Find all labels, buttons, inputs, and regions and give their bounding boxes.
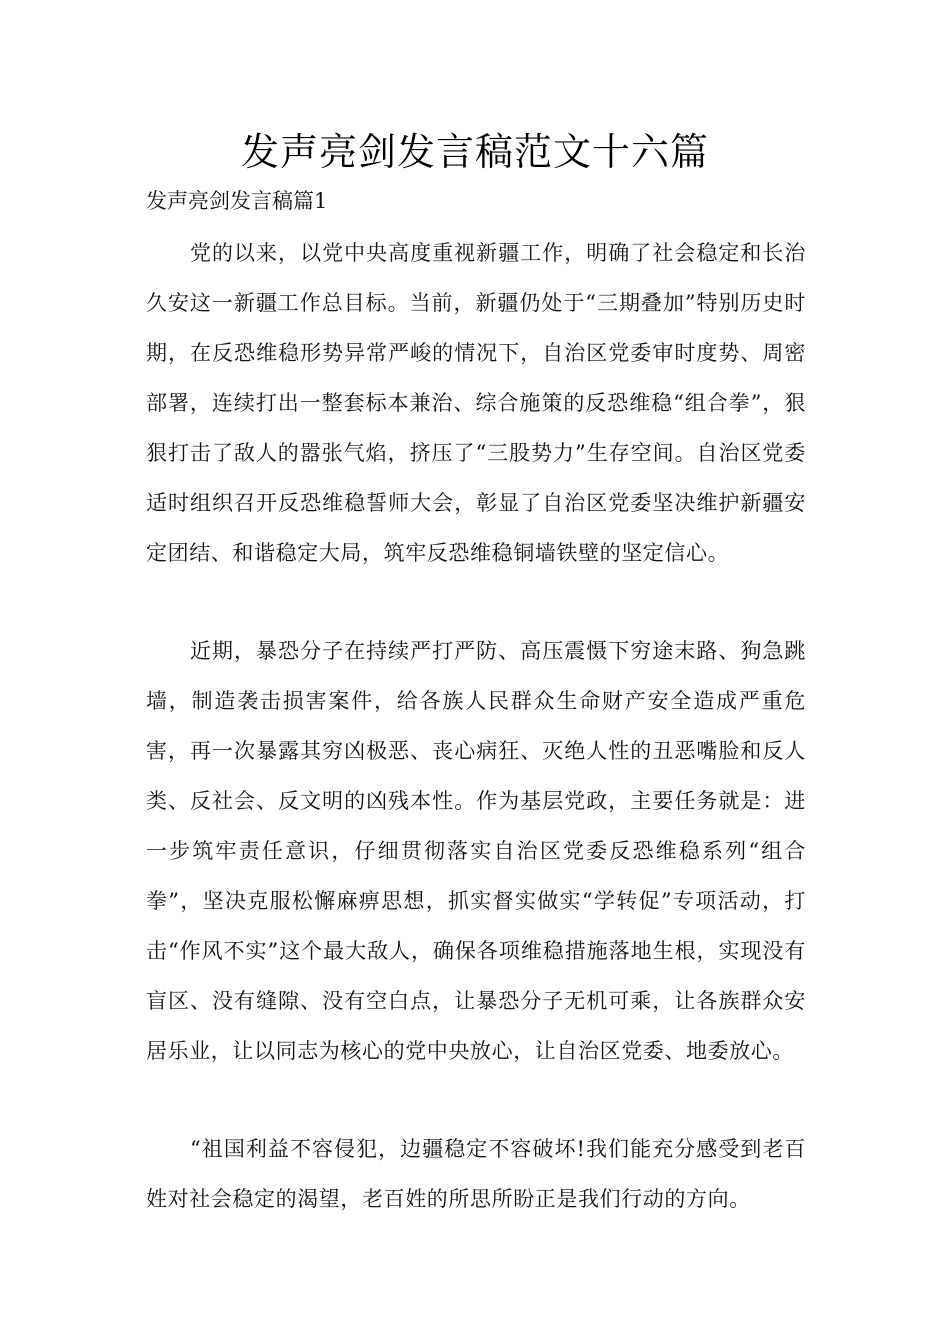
- paragraph-3: “祖国利益不容侵犯，边疆稳定不容破坏!我们能充分感受到老百姓对社会稳定的渴望，老百姓的所思所盼正是我们行动的方向。: [146, 1137, 806, 1211]
- document-title: 发声亮剑发言稿范文十六篇: [240, 130, 709, 174]
- paragraph-1: 党的以来，以党中央高度重视新疆工作，明确了社会稳定和长治久安这一新疆工作总目标。当前，新疆仍处于“三期叠加”特别历史时期，在反恐维稳形势异常严峻的情况下，自治区党委审时度势、周密部署，连续打出一整套标本兼治、综合施策的反恐维稳“组合拳”，狠狠打击了敌人的嚣张气焰，挤压了“三股势力”生存空间。自治区党委适时组织召开反恐维稳誓师大会，彰显了自治区党委坚决维护新疆安定团结、和谐稳定大局，筑牢反恐维稳铜墙铁壁的坚定信心。: [146, 241, 806, 565]
- section-heading: 发声亮剑发言稿篇1: [146, 189, 328, 213]
- paragraph-2: 近期，暴恐分子在持续严打严防、高压震慑下穷途末路、狗急跳墙，制造袭击损害案件，给各族人民群众生命财产安全造成严重危害，再一次暴露其穷凶极恶、丧心病狂、灭绝人性的丑恶嘴脸和反人类、反社会、反文明的凶残本性。作为基层党政，主要任务就是：进一步筑牢责任意识，仔细贯彻落实自治区党委反恐维稳系列“组合拳”，坚决克服松懈麻痹思想，抓实督实做实“学转促”专项活动，打击“作风不实”这个最大敌人，确保各项维稳措施落地生根，实现没有盲区、没有缝隙、没有空白点，让暴恐分子无机可乘，让各族群众安居乐业，让以同志为核心的党中央放心，让自治区党委、地委放心。: [146, 639, 806, 1063]
